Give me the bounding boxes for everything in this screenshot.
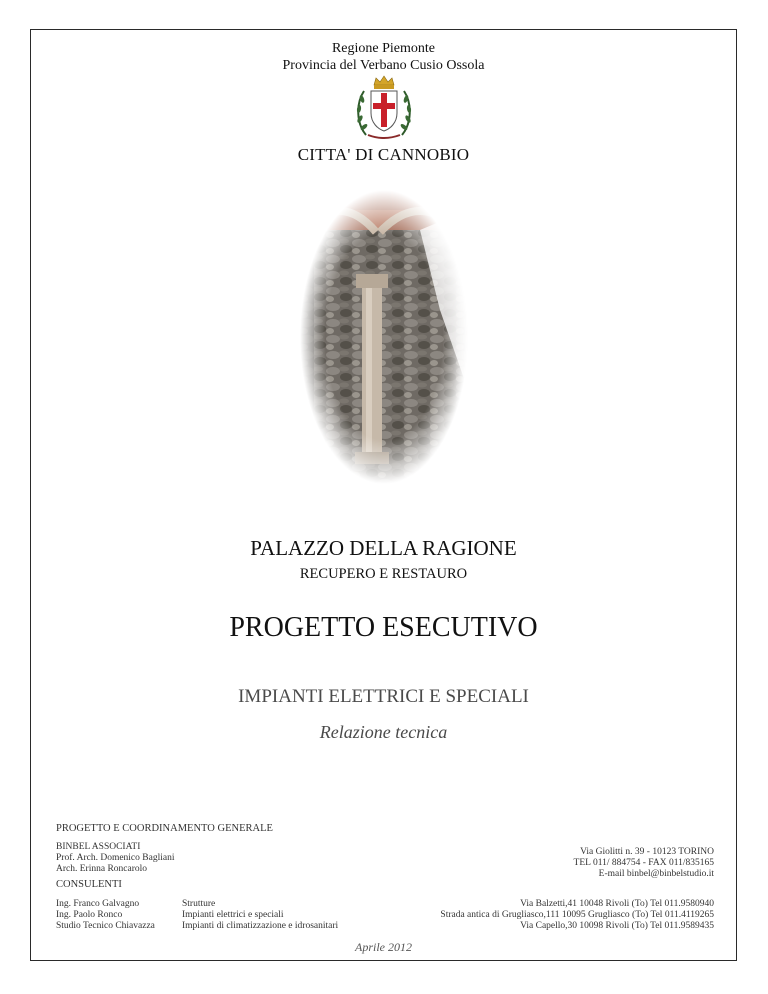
firm-address-line: Via Giolitti n. 39 - 10123 TORINO (580, 847, 714, 857)
firm-address (574, 847, 714, 880)
building-title: PALAZZO DELLA RAGIONE (250, 536, 517, 560)
building-subtitle: RECUPERO E RESTAURO (299, 566, 468, 582)
consultant-names (56, 899, 155, 932)
page-border (30, 29, 737, 961)
project-phase: PROGETTO ESECUTIVO (229, 612, 538, 643)
region-name: Regione Piemonte (331, 41, 436, 56)
firm-person: Arch. Erinna Roncarolo (56, 864, 148, 874)
consultant-role: Impianti elettrici e speciali (182, 910, 284, 920)
firm-name: BINBEL ASSOCIATI (56, 842, 141, 852)
consultant-role: Impianti di climatizzazione e idrosanitari (182, 921, 339, 931)
header-authority (30, 40, 737, 74)
section-title: IMPIANTI ELETTRICI E SPECIALI (238, 686, 529, 707)
province-name: Provincia del Verbano Cusio Ossola (282, 58, 485, 73)
consultant-name: Studio Tecnico Chiavazza (56, 921, 155, 931)
consultant-address: Via Balzetti,41 10048 Rivoli (To) Tel 011.9580940 (520, 899, 714, 909)
document-type: Relazione tecnica (319, 722, 448, 742)
firm-address-line: TEL 011/ 884754 - FAX 011/835165 (573, 858, 714, 868)
consultants-heading: CONSULENTI (56, 879, 122, 890)
consultant-name: Ing. Franco Galvagno (56, 899, 140, 909)
coat-of-arms-icon (354, 75, 414, 141)
consultant-name: Ing. Paolo Ronco (56, 910, 123, 920)
document-date: Aprile 2012 (355, 940, 412, 954)
consultant-addresses (440, 899, 714, 932)
consultant-roles (182, 899, 338, 932)
firm-address-line: E-mail binbel@binbelstudio.it (598, 869, 714, 879)
arcade-photo (300, 190, 468, 485)
consultant-address: Strada antica di Grugliasco,111 10095 Grugliasco (To) Tel 011.4119265 (440, 910, 714, 920)
coordination-heading: PROGETTO E COORDINAMENTO GENERALE (56, 823, 273, 834)
firm-person: Prof. Arch. Domenico Bagliani (56, 853, 175, 863)
firm-block (56, 842, 174, 875)
consultant-address: Via Capello,30 10098 Rivoli (To) Tel 011.9589435 (520, 921, 714, 931)
city-name: CITTA' DI CANNOBIO (297, 145, 470, 164)
consultant-role: Strutture (182, 899, 216, 909)
